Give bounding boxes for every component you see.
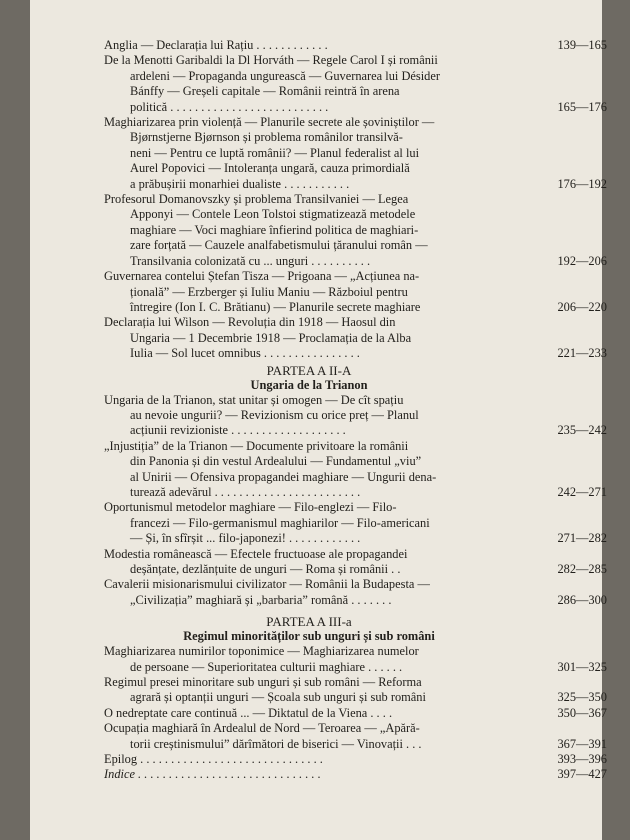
toc-entry-line: Bjørnstjerne Bjørnson și problema românilor transilvă- xyxy=(130,130,403,145)
toc-section-part1 xyxy=(104,38,607,362)
toc-entry xyxy=(104,752,607,767)
toc-page-range: 325—350 xyxy=(557,690,607,705)
toc-page-range: 221—233 xyxy=(557,346,607,361)
toc-entry-line: Epilog . . . . . . . . . . . . . . . . . . . . . . . . . . . . . . xyxy=(104,752,323,767)
toc-page-range: 282—285 xyxy=(557,562,607,576)
toc-page-range: 206—220 xyxy=(557,299,607,314)
toc-entry-line: de persoane — Superioritatea culturii maghiare . . . . . . xyxy=(130,659,403,674)
toc-page-range: 176—192 xyxy=(557,176,607,191)
toc-entry-line: țională” — Erzberger și Iuliu Maniu — Războiul pentru xyxy=(130,284,408,299)
toc-entry xyxy=(104,644,607,675)
toc-entry-line: neni — Pentru ce luptă românii? — Planul federalist al lui xyxy=(130,145,420,160)
part-2-subtitle: Ungaria de la Trianon xyxy=(250,377,368,392)
toc-page-range: 367—391 xyxy=(557,736,607,751)
toc-entry-line: Oportunismul metodelor maghiare — Filo-englezi — Filo- xyxy=(104,500,397,515)
part-3-heading: PARTEA A III-a xyxy=(266,614,352,630)
toc-entry-line: ardeleni — Propaganda ungurească — Guvernarea lui Désider xyxy=(130,68,440,83)
toc-entry-line: Modestia românească — Efectele fructuoase ale propagandei xyxy=(104,546,408,561)
table-of-contents xyxy=(104,38,607,783)
toc-entry-line: „Civilizația” maghiară și „barbaria” română . . . . . . . xyxy=(130,592,392,607)
toc-entry-line: al Unirii — Ofensiva propagandei maghiare — Ungurii dena- xyxy=(130,469,437,484)
toc-page-range: 271—282 xyxy=(557,531,607,546)
toc-entry xyxy=(104,547,607,578)
toc-entry-line: Ocupația maghiară în Ardealul de Nord — Teroarea — „Apără- xyxy=(104,721,420,736)
toc-entry-line: agrară și optanții unguri — Școala sub unguri și sub români xyxy=(130,690,426,705)
toc-entry-line: a prăbușirii monarhiei dualiste . . . . . . . . . . . xyxy=(130,176,350,191)
part-2-heading: PARTEA A II-A xyxy=(266,362,352,378)
toc-entry xyxy=(104,721,607,752)
toc-entry-line: Maghiarizarea numirilor toponimice — Maghiarizarea numelor xyxy=(104,644,419,659)
toc-entry xyxy=(104,53,607,115)
toc-entry xyxy=(104,115,607,192)
toc-entry xyxy=(104,706,607,721)
toc-entry-line: Regimul presei minoritare sub unguri și sub români — Reforma xyxy=(104,675,422,690)
toc-entry-line: întregire (Ion I. C. Brătianu) — Planurile secrete maghiare xyxy=(130,299,421,314)
toc-entry-line: Anglia — Declarația lui Rațiu . . . . . . . . . . . . xyxy=(104,38,328,52)
toc-page-range: 242—271 xyxy=(557,484,607,499)
part-3-subtitle: Regimul minorităților sub unguri și sub români xyxy=(183,629,435,644)
toc-page-range: 393—396 xyxy=(557,752,607,767)
toc-entry xyxy=(104,393,607,439)
toc-page-range: 139—165 xyxy=(557,38,607,52)
toc-entry-line: Iulia — Sol lucet omnibus . . . . . . . . . . . . . . . . xyxy=(130,346,360,361)
toc-entry-line: O nedreptate care continuă ... — Diktatul de la Viena . . . . xyxy=(104,705,393,720)
toc-entry xyxy=(104,439,607,501)
toc-entry-line: Apponyi — Contele Leon Tolstoi stigmatizează metodele xyxy=(130,207,416,222)
toc-section-part3 xyxy=(104,644,607,783)
toc-entry-line: Declarația lui Wilson — Revoluția din 1918 — Haosul din xyxy=(104,315,396,330)
toc-entry xyxy=(104,315,607,361)
toc-entry xyxy=(104,269,607,315)
toc-entry-line: — Și, în sfîrșit ... filo-japonezi! . . . . . . . . . . . . xyxy=(130,531,361,546)
toc-entry-line: turează adevărul . . . . . . . . . . . . . . . . . . . . . . . . xyxy=(130,484,361,499)
toc-entry xyxy=(104,38,607,53)
toc-page-range: 286—300 xyxy=(557,592,607,607)
toc-page-range: 397—427 xyxy=(557,767,607,782)
toc-entry-line: Guvernarea contelui Ștefan Tisza — Prigoana — „Acțiunea na- xyxy=(104,269,420,284)
toc-section-part2 xyxy=(104,393,607,609)
toc-entry xyxy=(104,500,607,546)
toc-entry-line: Transilvania colonizată cu ... unguri . . . . . . . . . . xyxy=(130,253,371,268)
toc-entry xyxy=(104,767,607,782)
toc-page-range: 235—242 xyxy=(557,423,607,438)
toc-entry-line: Indice . . . . . . . . . . . . . . . . . . . . . . . . . . . . . . xyxy=(104,767,321,782)
toc-entry-line: zare forțată — Cauzele analfabetismului țăranului român — xyxy=(130,238,428,253)
toc-entry-line: francezi — Filo-germanismul maghiarilor — Filo-americani xyxy=(130,515,430,530)
toc-entry xyxy=(104,675,607,706)
toc-entry-line: „Injustiția” de la Trianon — Documente privitoare la românii xyxy=(104,438,409,453)
toc-entry-line: Aurel Popovici — Intoleranța ungară, cauza primordială xyxy=(130,161,410,176)
toc-entry-line: din Panonia și din vestul Ardealului — Fundamentul „viu” xyxy=(130,454,422,469)
toc-entry-line: deșănțate, dezlănțuite de unguri — Roma și românii . . xyxy=(130,562,401,576)
toc-entry-line: De la Menotti Garibaldi la Dl Horváth — Regele Carol I și românii xyxy=(104,53,438,68)
toc-entry-line: Profesorul Domanovszky și problema Transilvaniei — Legea xyxy=(104,192,409,207)
toc-entry-line: Ungaria — 1 Decembrie 1918 — Proclamația de la Alba xyxy=(130,330,412,345)
toc-entry-line: maghiare — Voci maghiare înfierind politica de maghiari- xyxy=(130,222,419,237)
toc-entry-line: torii creștinismului” dărîmători de biserici — Vinovații . . . xyxy=(130,736,422,751)
toc-entry-line: Maghiarizarea prin violență — Planurile secrete ale șoviniștilor — xyxy=(104,115,435,130)
toc-entry-line: acțiunii revizioniste . . . . . . . . . . . . . . . . . . . xyxy=(130,423,346,438)
toc-entry xyxy=(104,577,607,608)
toc-page-range: 301—325 xyxy=(557,659,607,674)
toc-page-range: 350—367 xyxy=(557,705,607,720)
toc-entry-line: politică . . . . . . . . . . . . . . . . . . . . . . . . . . xyxy=(130,99,329,114)
toc-page-range: 165—176 xyxy=(557,99,607,114)
toc-entry xyxy=(104,192,607,269)
toc-entry-line: Bánffy — Greșeli capitale — Românii reintră în arena xyxy=(130,84,400,99)
toc-entry-line: au nevoie ungurii? — Revizionism cu orice preț — Planul xyxy=(130,407,419,422)
book-page xyxy=(30,0,607,840)
toc-entry-line: Ungaria de la Trianon, stat unitar și omogen — De cît spațiu xyxy=(104,392,404,407)
toc-page-range: 192—206 xyxy=(557,253,607,268)
toc-entry-line: Cavalerii misionarismului civilizator — Românii la Budapesta — xyxy=(104,577,430,592)
